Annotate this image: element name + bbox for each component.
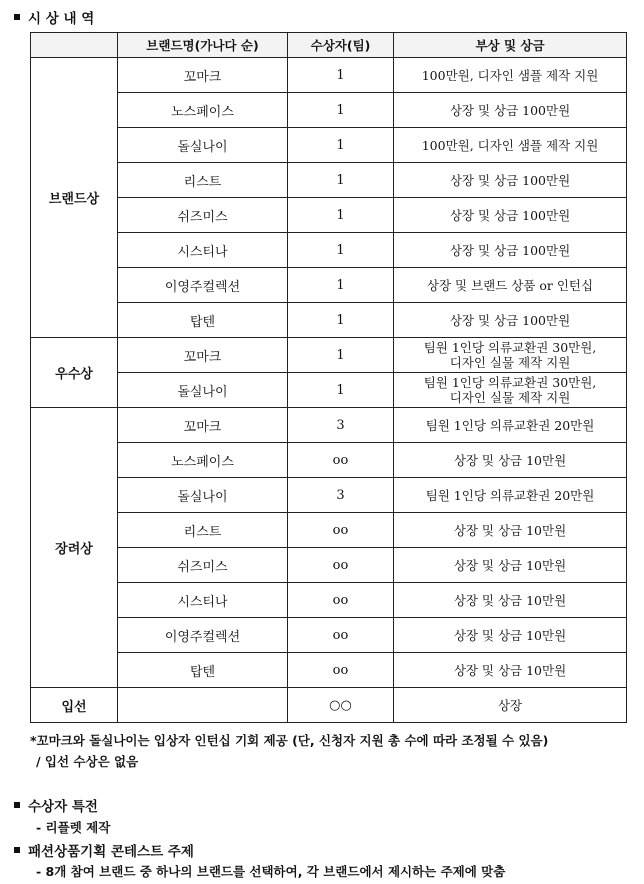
brand-cell: 꼬마크 [118,58,288,93]
count-cell: 3 [288,478,394,513]
count-cell: oo [288,583,394,618]
brand-cell: 노스페이스 [118,443,288,478]
count-cell: 1 [288,303,394,338]
table-row [31,198,627,233]
header-prize: 부상 및 상금 [394,33,627,58]
table-row [31,268,627,303]
prize-cell: 상장 및 상금 10만원 [394,513,627,548]
count-cell: 1 [288,233,394,268]
count-cell: 1 [288,128,394,163]
section-title: 시 상 내 역 [14,7,94,27]
count-cell: 1 [288,93,394,128]
count-cell: ○○ [288,688,394,723]
square-bullet-icon [14,14,20,20]
brand-cell: 꼬마크 [118,408,288,443]
prize-line: 디자인 실물 제작 지원 [449,390,571,405]
brand-cell: 쉬즈미스 [118,198,288,233]
table-row [31,688,627,723]
count-cell: oo [288,618,394,653]
table-row [31,618,627,653]
prize-cell: 상장 및 상금 10만원 [394,443,627,478]
count-cell: oo [288,513,394,548]
brand-cell [118,688,288,723]
note-line-2: / 입선 수상은 없음 [36,754,139,769]
count-cell: 1 [288,338,394,373]
prize-cell: 상장 및 상금 10만원 [394,548,627,583]
table-row [31,443,627,478]
table-header-row [31,33,627,58]
category-honorable-mention: 입선 [31,688,118,723]
brand-cell: 탑텐 [118,303,288,338]
brand-cell: 쉬즈미스 [118,548,288,583]
category-encouragement-award: 장려상 [31,408,118,688]
count-cell: 1 [288,198,394,233]
count-cell: 3 [288,408,394,443]
count-cell: oo [288,653,394,688]
prize-line: 팀원 1인당 의류교환권 30만원, [423,340,597,355]
table-row [31,513,627,548]
table-row [31,478,627,513]
prize-line: 디자인 실물 제작 지원 [449,355,571,370]
table-row [31,338,627,373]
table-row [31,93,627,128]
benefits-title: 수상자 특전 [14,795,98,815]
prize-cell: 상장 및 상금 100만원 [394,163,627,198]
table-row [31,548,627,583]
theme-title: 패션상품기획 콘테스트 주제 [14,840,194,860]
benefits-item: - 리플렛 제작 [36,820,111,835]
brand-cell: 돌실나이 [118,478,288,513]
prize-cell: 상장 및 상금 100만원 [394,198,627,233]
prize-cell: 100만원, 디자인 샘플 제작 지원 [394,128,627,163]
prize-cell: 상장 및 상금 10만원 [394,653,627,688]
table-row [31,373,627,408]
brand-cell: 이영주컬렉션 [118,618,288,653]
brand-cell: 노스페이스 [118,93,288,128]
header-count: 수상자(팀) [288,33,394,58]
prize-cell: 상장 및 브랜드 상품 or 인턴십 [394,268,627,303]
prize-cell: 팀원 1인당 의류교환권 20만원 [394,408,627,443]
table-row [31,128,627,163]
prize-cell: 팀원 1인당 의류교환권 20만원 [394,478,627,513]
awards-table [30,32,627,723]
brand-cell: 리스트 [118,513,288,548]
prize-cell [394,338,627,373]
table-row [31,653,627,688]
prize-line: 팀원 1인당 의류교환권 30만원, [423,375,597,390]
prize-cell [394,373,627,408]
table-row [31,58,627,93]
brand-cell: 시스티나 [118,233,288,268]
count-cell: oo [288,548,394,583]
category-brand-award: 브랜드상 [31,58,118,338]
note-line-1: *꼬마크와 돌실나이는 입상자 인턴십 기회 제공 (단, 신청자 지원 총 수에 따라 조정될 수 있음) [30,733,549,748]
prize-cell: 상장 및 상금 100만원 [394,303,627,338]
table-row [31,303,627,338]
brand-cell: 돌실나이 [118,373,288,408]
brand-cell: 꼬마크 [118,338,288,373]
prize-cell: 상장 [394,688,627,723]
brand-cell: 돌실나이 [118,128,288,163]
square-bullet-icon [14,847,20,853]
prize-cell: 상장 및 상금 100만원 [394,233,627,268]
count-cell: 1 [288,163,394,198]
table-row [31,408,627,443]
prize-cell: 100만원, 디자인 샘플 제작 지원 [394,58,627,93]
table-row [31,583,627,618]
theme-item: - 8개 참여 브랜드 중 하나의 브랜드를 선택하여, 각 브랜드에서 제시하는 주제에 맞춤 [36,864,506,879]
prize-cell: 상장 및 상금 10만원 [394,618,627,653]
square-bullet-icon [14,802,20,808]
prize-cell: 상장 및 상금 100만원 [394,93,627,128]
header-brand: 브랜드명(가나다 순) [118,33,288,58]
brand-cell: 리스트 [118,163,288,198]
count-cell: 1 [288,373,394,408]
brand-cell: 시스티나 [118,583,288,618]
prize-cell: 상장 및 상금 10만원 [394,583,627,618]
count-cell: oo [288,443,394,478]
table-row [31,233,627,268]
brand-cell: 이영주컬렉션 [118,268,288,303]
category-excellence-award: 우수상 [31,338,118,408]
brand-cell: 탑텐 [118,653,288,688]
count-cell: 1 [288,58,394,93]
header-category [31,33,118,58]
count-cell: 1 [288,268,394,303]
table-row [31,163,627,198]
